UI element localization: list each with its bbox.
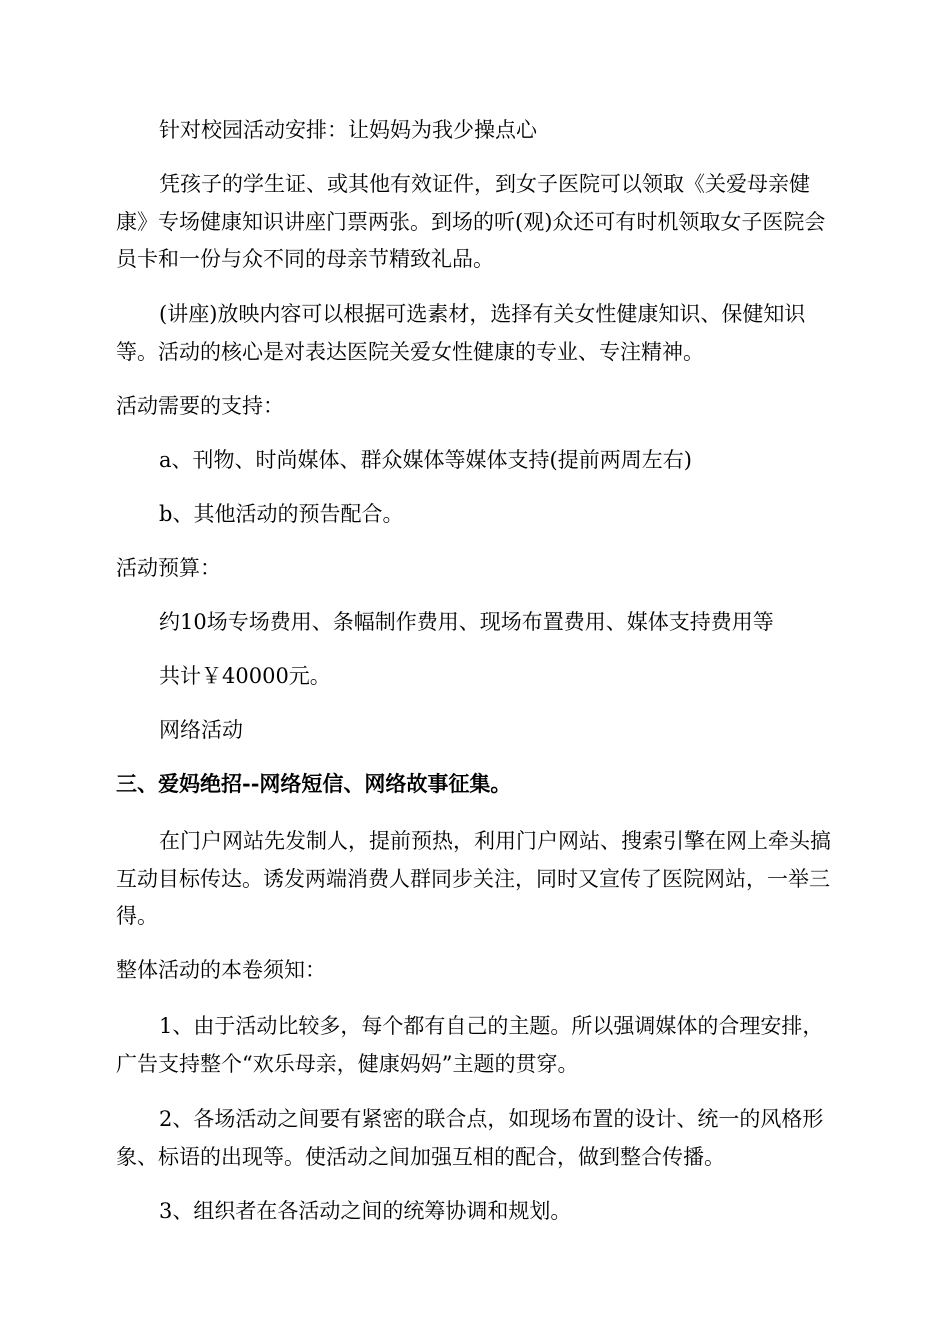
section-heading-three: 三、爱妈绝招--网络短信、网络故事征集。 [116,771,512,796]
list-item-note-1: 1、由于活动比较多，每个都有自己的主题。所以强调媒体的合理安排，广告支持整个“欢乐母亲，健康妈妈”主题的贯穿。 [116,1014,824,1076]
paragraph-lecture-content: (讲座)放映内容可以根据可选素材，选择有关女性健康知识、保健知识等。活动的核心是对表达医院关爱女性健康的专业、专注精神。 [116,302,806,364]
paragraph-notes-heading: 整体活动的本卷须知： [116,958,326,982]
list-item-support-a: a、刊物、时尚媒体、群众媒体等媒体支持(提前两周左右) [159,448,692,472]
paragraph-campus-heading: 针对校园活动安排：让妈妈为我少操点心 [159,118,537,142]
list-item-note-2: 2、各场活动之间要有紧密的联合点，如现场布置的设计、统一的风格形象、标语的出现等。使活动之间加强互相的配合，做到整合传播。 [116,1107,824,1169]
paragraph-budget-total: 共计￥40000元。 [159,664,331,688]
paragraph-student-id: 凭孩子的学生证、或其他有效证件，到女子医院可以领取《关爱母亲健康》专场健康知识讲座门票两张。到场的听(观)众还可有时机领取女子医院会员卡和一份与众不同的母亲节精致礼品。 [116,172,826,271]
paragraph-budget-heading: 活动预算： [116,556,221,580]
list-item-support-b: b、其他活动的预告配合。 [159,502,404,526]
paragraph-portal-website: 在门户网站先发制人，提前预热，利用门户网站、搜索引擎在网上牵头搞互动目标传达。诱发两端消费人群同步关注，同时又宣传了医院网站，一举三得。 [116,829,831,928]
paragraph-budget-items: 约10场专场费用、条幅制作费用、现场布置费用、媒体支持费用等 [159,610,774,634]
paragraph-support-heading: 活动需要的支持： [116,394,284,418]
paragraph-online-activity: 网络活动 [159,718,243,742]
list-item-note-3: 3、组织者在各活动之间的统筹协调和规划。 [159,1199,572,1223]
